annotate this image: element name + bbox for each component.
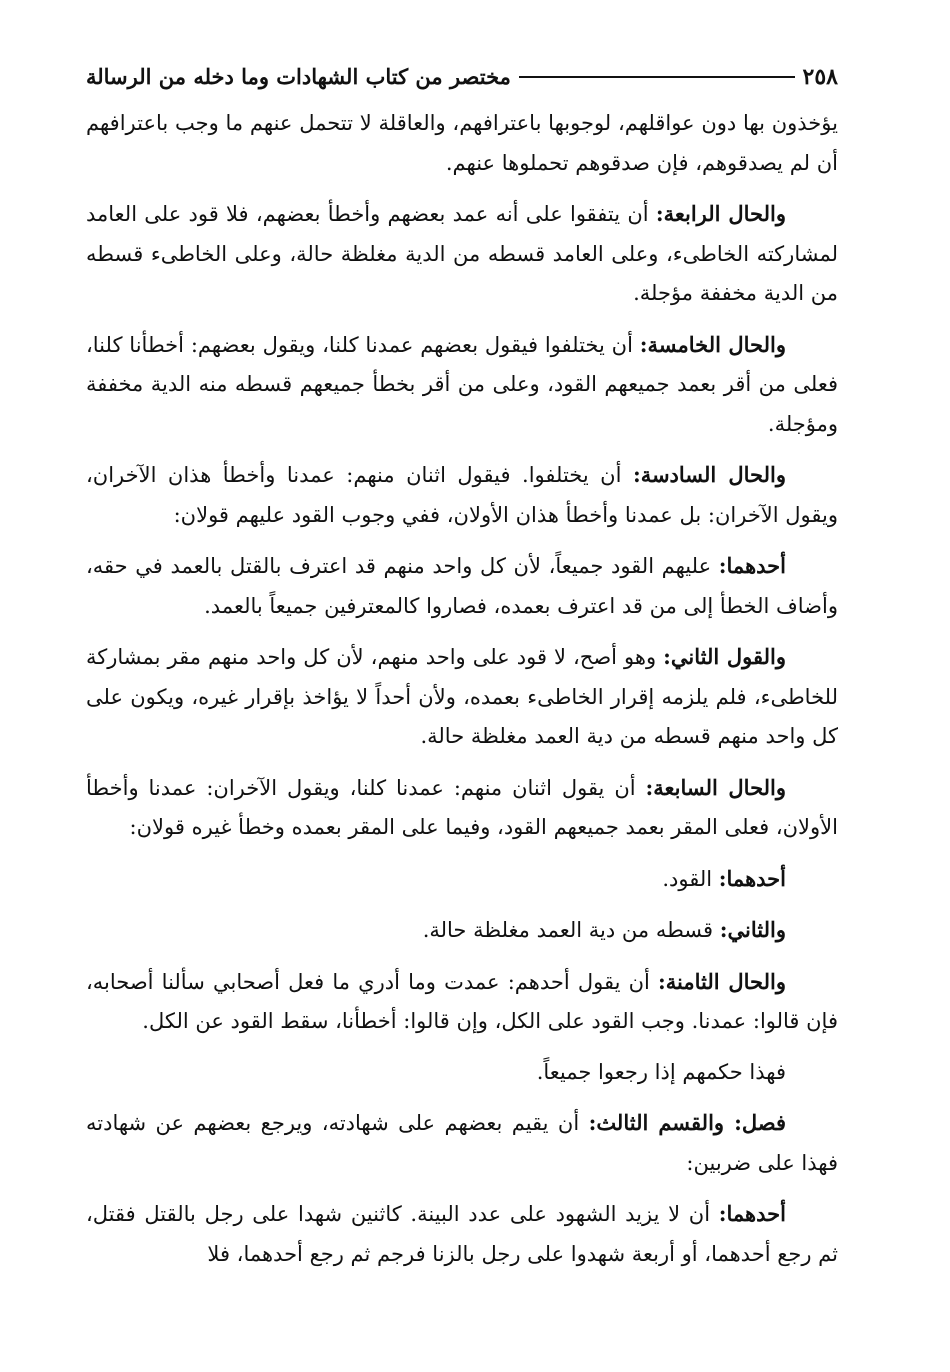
paragraph-text: القود. (662, 866, 713, 891)
paragraph (86, 546, 838, 626)
header-rule (519, 76, 795, 78)
paragraph-text: أن يقول اثنان منهم: عمدنا كلنا، ويقول الآخران: عمدنا وأخطأ الأولان، فعلى المقر بعمد جميعهم القود، وفيما على المقر بعمده وخطأ غيره قولان: (86, 775, 838, 839)
paragraph-lead: والحال الثامنة: (658, 968, 786, 994)
paragraph-lead: أحدهما: (718, 865, 786, 891)
running-title: مختصر من كتاب الشهادات وما دخله من الرسالة (86, 64, 511, 89)
paragraph-text: أن لا يزيد الشهود على عدد البينة. كاثنين شهدا على رجل بالقتل فقتل، ثم رجع أحدهما، أو أربعة شهدوا على رجل بالزنا فرجم ثم رجع أحدهما، فلا (86, 1202, 838, 1266)
paragraph-lead: أحدهما: (718, 1201, 786, 1226)
paragraph-text: فهذا حكمهم إذا رجعوا جميعاً. (536, 1059, 786, 1084)
paragraph-text: وهو أصح، لا قود على واحد منهم، لأن كل واحد منهم مقر بمشاركة للخاطىء، فلم يلزمه إقرار الخاطىء بعمده، ولأن أحداً لا يؤاخذ بإقرار غيره، ويكون على كل واحد منهم قسطه من دية العمد مغلظة حالة. (86, 645, 838, 748)
paragraph-lead: والحال السادسة: (632, 462, 786, 487)
paragraph (86, 768, 838, 848)
paragraph (86, 1103, 838, 1183)
paragraph (86, 194, 838, 314)
paragraph-lead: والحال الخامسة: (639, 331, 786, 357)
paragraph (86, 104, 838, 183)
paragraph (86, 455, 838, 535)
paragraph (86, 1194, 838, 1274)
page-number: ٢٥٨ (802, 64, 838, 90)
paragraph-text: أن يختلفوا. فيقول اثنان منهم: عمدنا وأخطأ هذان الآخران، ويقول الآخران: بل عمدنا وأخطأ هذان الأولان، ففي وجوب القود عليهم قولان: (86, 463, 838, 527)
paragraph-lead: والقول الثاني: (663, 644, 786, 669)
paragraph (86, 637, 838, 757)
paragraph-lead: فصل: والقسم الثالث: (588, 1110, 786, 1135)
paragraph-text: عليهم القود جميعاً، لأن كل واحد منهم قد اعترف بالقتل بالعمد في حقه، وأضاف الخطأ إلى من قد اعترف بعمده، فصاروا كالمعترفين جميعاً بالعمد. (86, 554, 838, 618)
page-body (86, 104, 838, 1274)
paragraph-lead: والحال الرابعة: (655, 201, 786, 226)
paragraph-text: أن يقيم بعضهم على شهادته، ويرجع بعضهم عن شهادته فهذا على ضربين: (86, 1111, 838, 1175)
paragraph-lead: أحدهما: (718, 553, 786, 578)
paragraph (86, 859, 838, 900)
paragraph-text: أن يقول أحدهم: عمدت وما أدري ما فعل أصحابي سألنا أصحابه، فإن قالوا: عمدنا. وجب القود على الكل، وإن قالوا: أخطأنا، سقط القود عن الكل. (86, 969, 838, 1033)
paragraph (86, 962, 838, 1042)
paragraph-text: قسطه من دية العمد مغلظة حالة. (422, 918, 714, 942)
running-header (86, 58, 838, 96)
paragraph-text: يؤخذون بها دون عواقلهم، لوجوبها باعترافهم، والعاقلة لا تتحمل عنهم ما وجب باعترافهم أن لم يصدقوهم، فإن صدقوهم تحملوها عنهم. (86, 111, 838, 175)
paragraph-text: أن يتفقوا على أنه عمد بعضهم وأخطأ بعضهم، فلا قود على العامد لمشاركته الخاطىء، وعلى العامد قسطه من الدية مغلظة حالة، وعلى الخاطىء قسطه من الدية مخففة مؤجلة. (86, 202, 838, 305)
paragraph-text: أن يختلفوا فيقول بعضهم عمدنا كلنا، ويقول بعضهم: أخطأنا كلنا، فعلى من أقر بعمد جميعهم القود، وعلى من أقر بخطأ جميعهم قسطه منه الدية مخففة ومؤجلة. (86, 332, 838, 436)
paragraph-lead: والحال السابعة: (645, 774, 787, 800)
paragraph-lead: والثاني: (719, 917, 786, 942)
paragraph (86, 1053, 838, 1093)
paragraph (86, 325, 838, 445)
paragraph (86, 910, 838, 951)
